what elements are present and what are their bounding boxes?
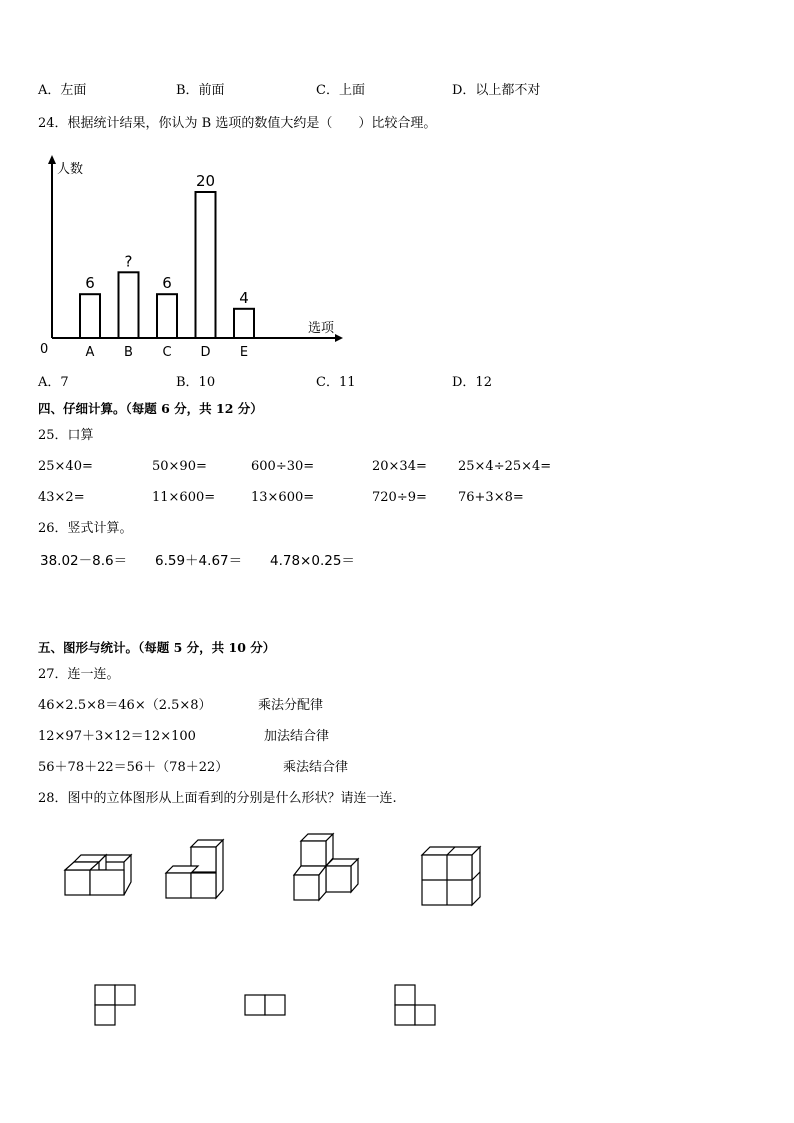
q24-option-a: A．7	[38, 375, 69, 390]
q27-expression: 46×2.5×8＝46×（2.5×8）	[38, 698, 212, 713]
solid-figure-1	[64, 852, 128, 898]
top-view-shape-1	[93, 984, 137, 1028]
q25-item: 76+3×8=	[458, 490, 524, 505]
q25-item: 25×40=	[38, 459, 93, 474]
data-label: 4	[239, 288, 249, 307]
q24-option-c: C．11	[316, 375, 356, 390]
q25-item: 11×600=	[152, 490, 216, 505]
bar	[234, 309, 254, 338]
section4-title: 四、仔细计算。（每题 6 分，共 12 分）	[38, 401, 263, 416]
q24-option-d: D．12	[452, 375, 492, 390]
bar	[157, 294, 177, 338]
x-tick-label: C	[162, 345, 172, 360]
solid-figure-3	[292, 832, 360, 902]
q27-label: 27．连一连。	[38, 667, 120, 682]
x-axis-arrow	[335, 334, 343, 342]
q25-item: 13×600=	[251, 490, 315, 505]
q25-label: 25．口算	[38, 428, 94, 443]
section5-title: 五、图形与统计。（每题 5 分，共 10 分）	[38, 640, 276, 655]
q25-item: 50×90=	[152, 459, 207, 474]
q27-expression: 56＋78＋22＝56＋（78＋22）	[38, 760, 229, 775]
data-label: 6	[85, 274, 95, 293]
y-axis-arrow	[48, 155, 56, 164]
bar	[119, 272, 139, 338]
x-tick-label: E	[239, 345, 249, 360]
x-tick-label: A	[85, 345, 95, 360]
x-axis-label: 选项	[308, 321, 335, 336]
origin-label: 0	[40, 342, 49, 357]
y-axis-label: 人数	[57, 162, 84, 177]
solid-figure-2	[165, 838, 227, 900]
q24-option-b: B．10	[176, 375, 216, 390]
data-label: ?	[124, 252, 133, 271]
q26-item: 6.59＋4.67＝	[155, 553, 243, 569]
q27-law: 加法结合律	[264, 729, 330, 744]
bar-chart	[30, 150, 350, 365]
data-label: 20	[195, 172, 216, 190]
data-label: 6	[162, 274, 172, 293]
x-tick-label: B	[124, 345, 133, 360]
q27-law: 乘法分配律	[258, 698, 324, 713]
q24-question: 24．根据统计结果，你认为 B 选项的数值大约是（ ）比较合理。	[38, 116, 437, 131]
bar	[196, 192, 216, 338]
bar	[80, 294, 100, 338]
top-view-shape-2	[243, 994, 287, 1018]
q23-option-c: C．上面	[316, 83, 365, 98]
q27-law: 乘法结合律	[283, 760, 349, 775]
q23-option-b: B．前面	[176, 83, 225, 98]
q23-option-a: A．左面	[38, 83, 87, 98]
q25-item: 720÷9=	[372, 490, 427, 505]
q28-label: 28．图中的立体图形从上面看到的分别是什么形状？请连一连.	[38, 791, 397, 806]
solid-figure-4	[420, 845, 482, 907]
q25-item: 20×34=	[372, 459, 427, 474]
top-view-shape-3	[393, 984, 437, 1028]
q25-item: 600÷30=	[251, 459, 315, 474]
q26-item: 4.78×0.25＝	[270, 553, 355, 569]
x-tick-label: D	[200, 345, 211, 360]
q25-item: 25×4÷25×4=	[458, 459, 552, 474]
q25-item: 43×2=	[38, 490, 85, 505]
q27-expression: 12×97＋3×12＝12×100	[38, 729, 196, 744]
q26-item: 38.02－8.6＝	[40, 553, 128, 569]
q23-option-d: D．以上都不对	[452, 83, 541, 98]
q26-label: 26．竖式计算。	[38, 521, 133, 536]
